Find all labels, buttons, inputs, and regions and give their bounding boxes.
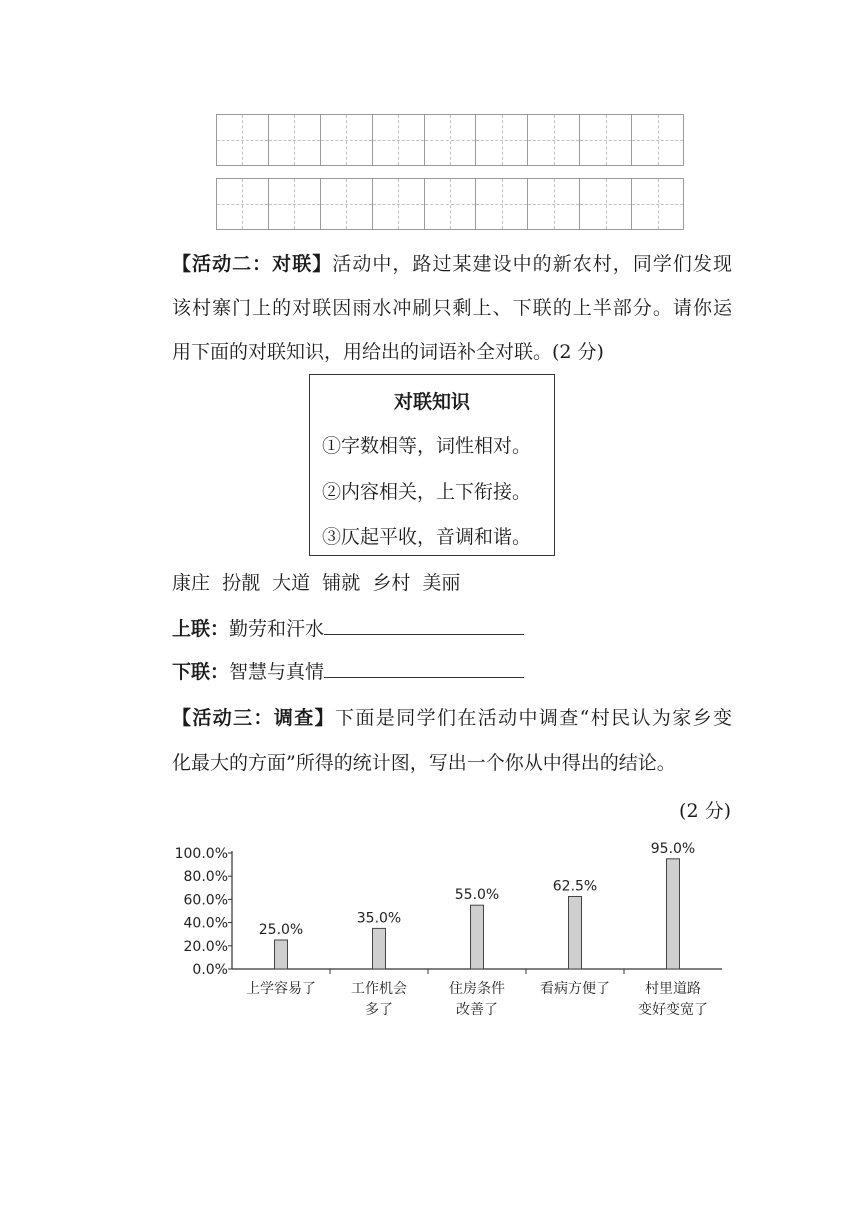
bar xyxy=(275,940,288,969)
activity2-line2: 该村寨门上的对联因雨水冲刷只剩上、下联的上半部分。请你运 xyxy=(172,297,732,319)
grid-cell[interactable] xyxy=(476,179,528,229)
activity3-score: (2 分) xyxy=(679,800,731,822)
activity2-tag: 【活动二：对联】 xyxy=(172,253,333,275)
grid-cell[interactable] xyxy=(217,115,269,165)
upper-couplet-text: 勤劳和汗水 xyxy=(229,618,325,640)
knowledge-item-3: ③仄起平收，音调和谐。 xyxy=(322,526,532,548)
grid-cell[interactable] xyxy=(632,115,683,165)
category-label: 住房条件 xyxy=(449,981,505,997)
answer-grid-row-1[interactable] xyxy=(216,114,684,166)
answer-grid-row-2[interactable] xyxy=(216,178,684,230)
grid-cell[interactable] xyxy=(476,115,528,165)
bar xyxy=(569,897,582,970)
bar-value-label: 62.5% xyxy=(552,878,598,895)
bar-value-label: 95.0% xyxy=(650,840,696,857)
y-tick-label: 20.0% xyxy=(183,938,228,955)
y-tick-label: 60.0% xyxy=(183,892,228,909)
activity2-text-1: 活动中，路过某建设中的新农村，同学们发现 xyxy=(332,253,732,275)
bar-value-label: 25.0% xyxy=(258,922,304,938)
lower-couplet-text: 智慧与真情 xyxy=(229,661,325,683)
bar xyxy=(667,859,680,969)
knowledge-item-1: ①字数相等，词性相对。 xyxy=(322,435,532,457)
y-tick-label: 80.0% xyxy=(183,869,228,886)
grid-cell[interactable] xyxy=(528,115,580,165)
upper-couplet-blank[interactable] xyxy=(324,616,524,635)
grid-cell[interactable] xyxy=(321,115,373,165)
category-label: 村里道路 xyxy=(645,981,701,997)
y-tick-label: 100.0% xyxy=(174,846,228,862)
grid-cell[interactable] xyxy=(580,115,632,165)
grid-cell[interactable] xyxy=(528,179,580,229)
activity3-line1 xyxy=(172,697,732,739)
y-tick-label: 0.0% xyxy=(192,962,228,978)
category-label: 改善了 xyxy=(456,1002,498,1018)
activity2-line3: 用下面的对联知识，用给出的词语补全对联。(2 分) xyxy=(172,341,604,363)
grid-cell[interactable] xyxy=(425,115,477,165)
lower-couplet-label: 下联： xyxy=(172,661,230,683)
category-label: 上学容易了 xyxy=(246,981,316,997)
activity3-text-1: 下面是同学们在活动中调查“村民认为家乡变 xyxy=(335,707,732,729)
grid-cell[interactable] xyxy=(373,115,425,165)
lower-couplet xyxy=(172,657,524,684)
knowledge-box-title: 对联知识 xyxy=(393,391,470,413)
bar-value-label: 35.0% xyxy=(356,910,402,927)
upper-couplet-label: 上联： xyxy=(172,618,230,640)
knowledge-item-2: ②内容相关，上下衔接。 xyxy=(322,481,532,503)
activity3-tag: 【活动三：调查】 xyxy=(172,707,336,729)
upper-couplet xyxy=(172,614,524,641)
bar xyxy=(471,905,484,969)
grid-cell[interactable] xyxy=(580,179,632,229)
category-label: 工作机会 xyxy=(351,981,407,997)
grid-cell[interactable] xyxy=(269,179,321,229)
category-label: 看病方便了 xyxy=(540,981,610,997)
grid-cell[interactable] xyxy=(321,179,373,229)
grid-cell[interactable] xyxy=(217,179,269,229)
bar xyxy=(373,928,386,969)
grid-cell[interactable] xyxy=(425,179,477,229)
activity3-line2: 化最大的方面”所得的统计图，写出一个你从中得出的结论。 xyxy=(172,752,676,774)
lower-couplet-blank[interactable] xyxy=(324,659,524,678)
couplet-knowledge-box xyxy=(309,374,555,556)
category-label: 变好变宽了 xyxy=(638,1002,708,1018)
given-words: 康庄 扮靓 大道 铺就 乡村 美丽 xyxy=(172,572,461,594)
bar-value-label: 55.0% xyxy=(454,887,500,904)
grid-cell[interactable] xyxy=(269,115,321,165)
grid-cell[interactable] xyxy=(632,179,683,229)
grid-cell[interactable] xyxy=(373,179,425,229)
y-tick-label: 40.0% xyxy=(183,915,228,932)
category-label: 多了 xyxy=(365,1002,393,1018)
activity2-line1 xyxy=(172,243,732,285)
